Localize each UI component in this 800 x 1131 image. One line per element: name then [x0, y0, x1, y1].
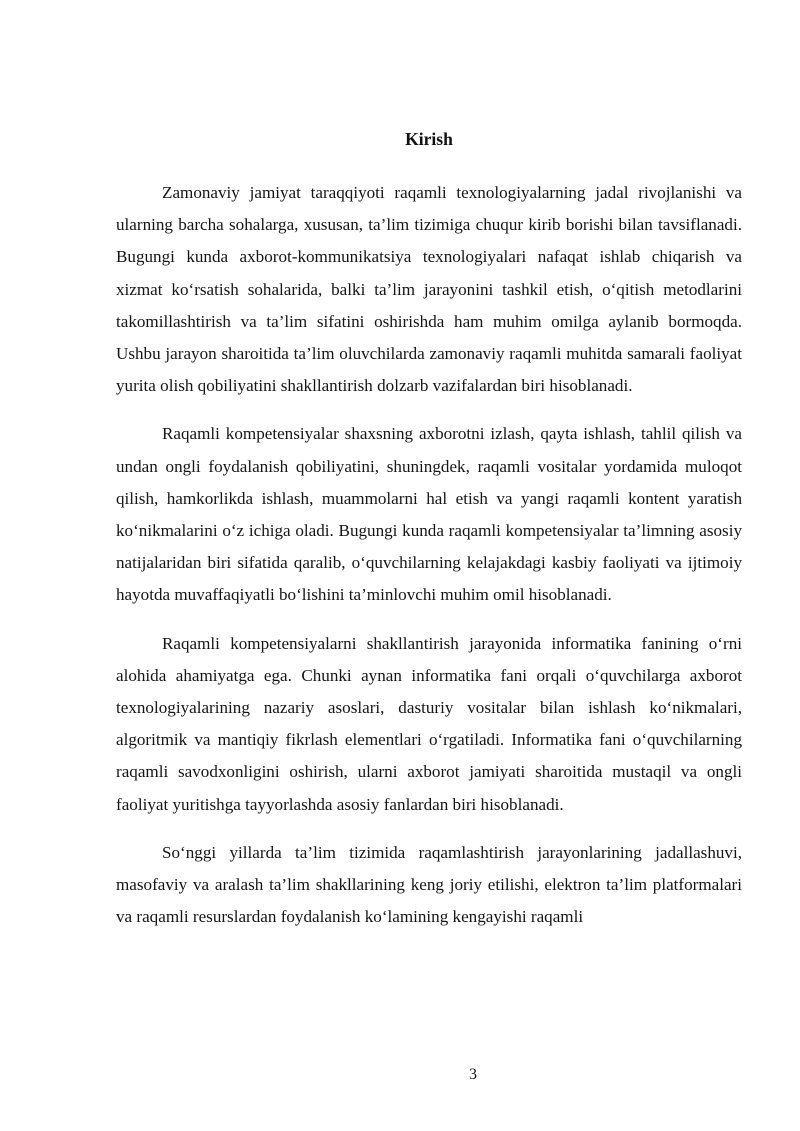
paragraph-3: Raqamli kompetensiyalarni shakllantirish jarayonida informatika fanining o‘rni alohida ahamiyatga ega. Chunki aynan informatika fani orqali o‘quvchilarga axborot texnologiyalarining nazariy asoslari, dasturiy vositalar bilan ishlash ko‘nikmalari, algoritmik va mantiqiy fikrlash elementlari o‘rgatiladi. Informatika fani o‘quvchilarning raqamli savodxonligini oshirish, ularni axborot jamiyati sharoitida mustaqil va ongli faoliyat yuritishga tayyorlashda asosiy fanlardan biri hisoblanadi. [116, 633, 742, 814]
page-number: 3 [469, 1066, 477, 1083]
document-body [116, 177, 742, 933]
paragraph-1: Zamonaviy jamiyat taraqqiyoti raqamli texnologiyalarning jadal rivojlanishi va ularning barcha sohalarga, xususan, ta’lim tizimiga chuqur kirib borishi bilan tavsiflanadi. Bugungi kunda axborot-kommunikatsiya texnologiyalari nafaqat ishlab chiqarish va xizmat ko‘rsatish sohalarida, balki ta’lim jarayonini tashkil etish, o‘qitish metodlarini takomillashtirish va ta’lim sifatini oshirishda ham muhim omilga aylanib bormoqda. Ushbu jarayon sharoitida ta’lim oluvchilarda zamonaviy raqamli muhitda samarali faoliyat yurita olish qobiliyatini shakllantirish dolzarb vazifalardan biri hisoblanadi. [116, 183, 742, 396]
paragraph-4: So‘nggi yillarda ta’lim tizimida raqamlashtirish jarayonlarining jadallashuvi, masofaviy va aralash ta’lim shakllarining keng joriy etilishi, elektron ta’lim platformalari va raqamli resurslardan foydalanish ko‘lamining kengayishi raqamli [116, 842, 742, 927]
page-title: Kirish [405, 129, 453, 149]
paragraph-2: Raqamli kompetensiyalar shaxsning axborotni izlash, qayta ishlash, tahlil qilish va undan ongli foydalanish qobiliyatini, shuningdek, raqamli vositalar yordamida muloqot qilish, hamkorlikda ishlash, muammolarni hal etish va yangi raqamli kontent yaratish ko‘nikmalarini o‘z ichiga oladi. Bugungi kunda raqamli kompetensiyalar ta’limning asosiy natijalaridan biri sifatida qaralib, o‘quvchilarning kelajakdagi kasbiy faoliyati va ijtimoiy hayotda muvaffaqiyatli bo‘lishini ta’minlovchi muhim omil hisoblanadi. [116, 424, 742, 605]
